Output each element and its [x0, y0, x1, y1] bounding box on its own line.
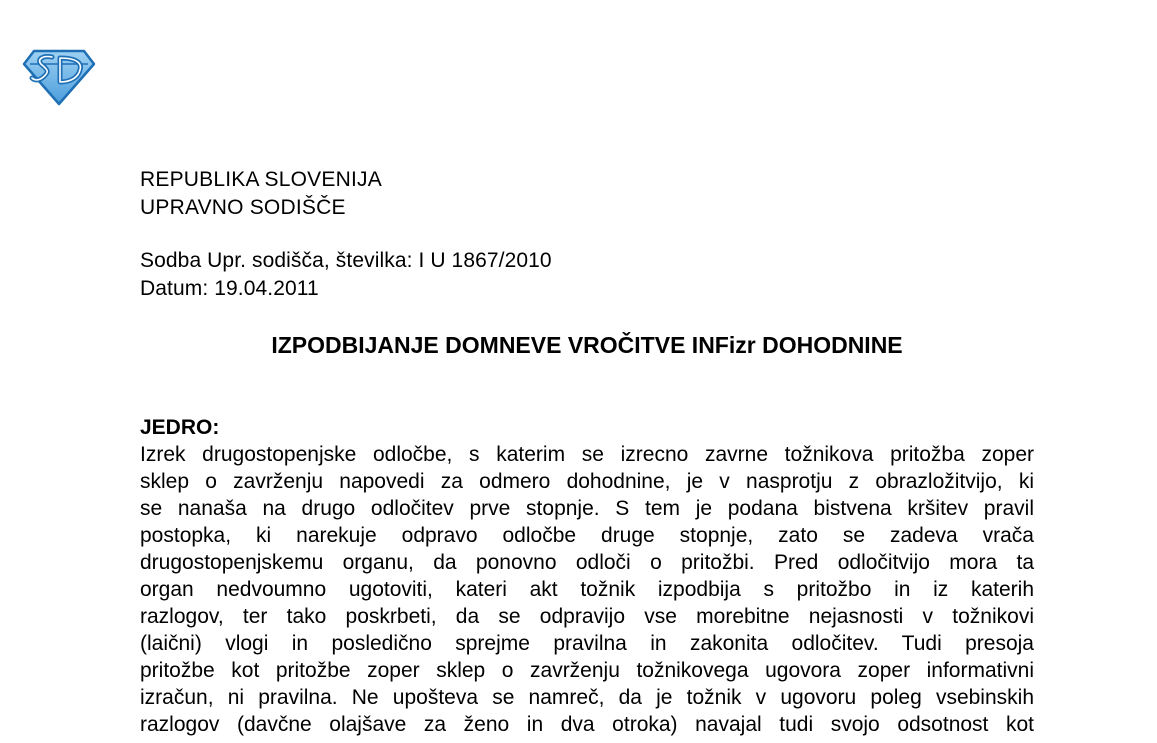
- document-title: IZPODBIJANJE DOMNEVE VROČITVE INFizr DOHODNINE: [271, 332, 903, 358]
- jedro-heading: JEDRO:: [140, 416, 220, 439]
- body-line: drugostopenjskemu organu, da ponovno odloči o pritožbi. Pred odločitvijo mora ta: [140, 551, 1034, 574]
- sd-shield-logo-icon: [22, 48, 96, 106]
- case-date: Datum: 19.04.2011: [140, 277, 319, 300]
- body-line: izračun, ni pravilna. Ne upošteva se namreč, da je tožnik v ugovoru poleg vsebinskih: [140, 686, 1034, 709]
- body-line: postopka, ki narekuje odpravo odločbe druge stopnje, zato se zadeva vrača: [140, 524, 1034, 547]
- jedro-body: [140, 441, 1034, 738]
- body-line: razlogov (davčne olajšave za ženo in dva otroka) navajal tudi svojo odsotnost kot: [140, 713, 1034, 736]
- court-header: [140, 166, 382, 222]
- body-line: Izrek drugostopenjske odločbe, s katerim se izrecno zavrne tožnikova pritožba zoper: [140, 443, 1034, 466]
- header-court: UPRAVNO SODIŠČE: [140, 196, 346, 219]
- court-logo: [22, 48, 96, 106]
- case-number: Sodba Upr. sodišča, številka: I U 1867/2010: [140, 249, 552, 272]
- body-line: se nanaša na drugo odločitev prve stopnje. S tem je podana bistvena kršitev pravil: [140, 497, 1034, 520]
- header-republic: REPUBLIKA SLOVENIJA: [140, 168, 382, 191]
- body-line: sklep o zavrženju napovedi za odmero dohodnine, je v nasprotju z obrazložitvijo, ki: [140, 470, 1034, 493]
- body-line: pritožbe kot pritožbe zoper sklep o zavrženju tožnikovega ugovora zoper informativni: [140, 659, 1034, 682]
- case-info: [140, 247, 552, 303]
- body-line: (laični) vlogi in posledično sprejme pravilna in zakonita odločitev. Tudi presoja: [140, 632, 1034, 655]
- body-line: razlogov, ter tako poskrbeti, da se odpravijo vse morebitne nejasnosti v tožnikovi: [140, 605, 1034, 628]
- body-line: organ nedvoumno ugotoviti, kateri akt tožnik izpodbija s pritožbo in iz katerih: [140, 578, 1034, 601]
